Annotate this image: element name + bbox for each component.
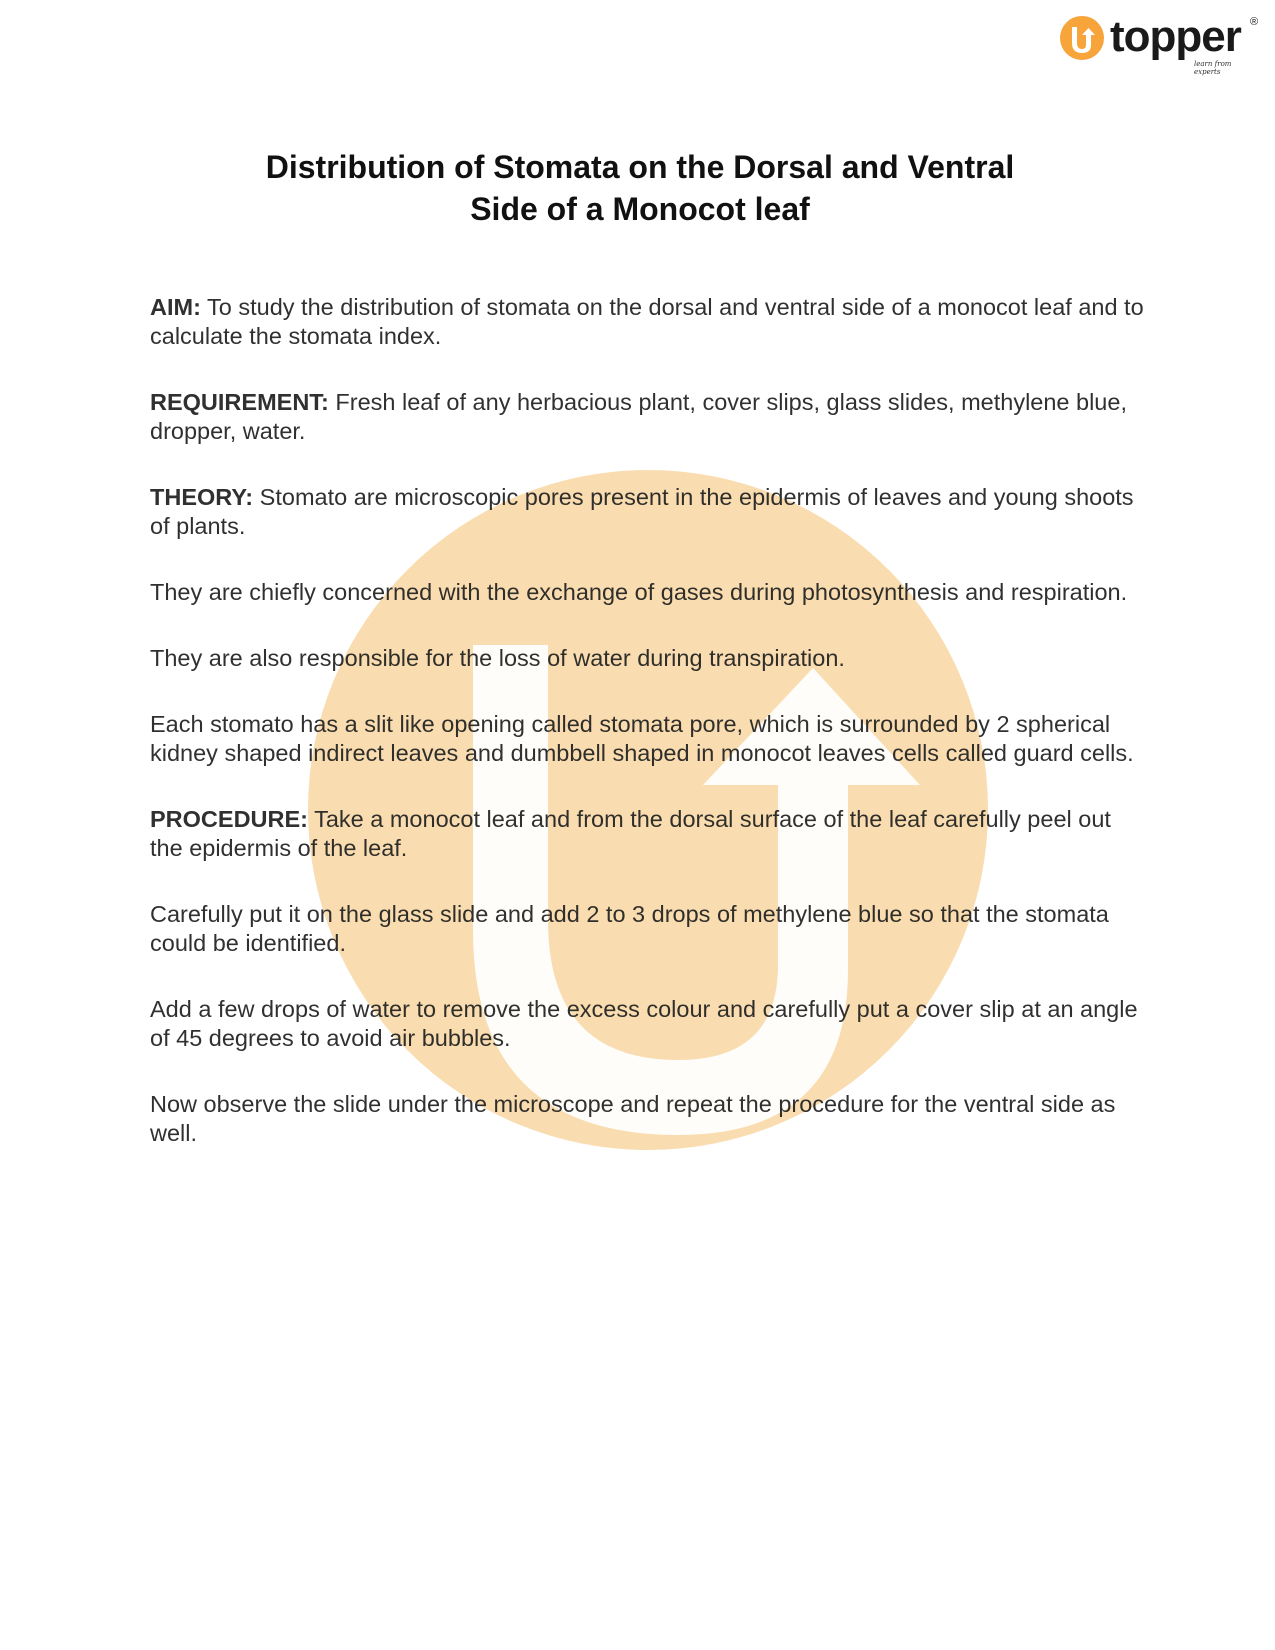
aim-paragraph xyxy=(150,293,1150,351)
procedure-step-observe: Now observe the slide under the microscope and repeat the procedure for the ventral side as well. xyxy=(150,1091,1116,1146)
theory-paragraph-gases: They are chiefly concerned with the exchange of gases during photosynthesis and respiration. xyxy=(150,579,1128,605)
theory-label: THEORY: xyxy=(150,484,254,510)
theory-paragraph-guard-cells: Each stomato has a slit like opening called stomata pore, which is surrounded by 2 spherical kidney shaped indirect leaves and dumbbell shaped in monocot leaves cells called guard cells. xyxy=(150,711,1134,766)
theory-paragraph xyxy=(150,483,1150,541)
requirement-label: REQUIREMENT: xyxy=(150,389,329,415)
procedure-label: PROCEDURE: xyxy=(150,806,308,832)
brand-tagline: learn from experts xyxy=(1194,60,1232,76)
document-body xyxy=(150,293,1150,1185)
procedure-step-cover-slip: Add a few drops of water to remove the excess colour and carefully put a cover slip at an angle of 45 degrees to avoid air bubbles. xyxy=(150,996,1138,1051)
title-line-1: Distribution of Stomata on the Dorsal and Ventral xyxy=(265,149,1015,185)
topper-logo-icon xyxy=(1060,16,1104,60)
procedure-text: Take a monocot leaf and from the dorsal surface of the leaf carefully peel out the epidermis of the leaf. xyxy=(150,806,1111,861)
requirement-paragraph xyxy=(150,388,1150,446)
procedure-paragraph xyxy=(150,805,1150,863)
page-title xyxy=(150,146,1130,230)
theory-text: Stomato are microscopic pores present in the epidermis of leaves and young shoots of plants. xyxy=(150,484,1134,539)
requirement-text: Fresh leaf of any herbacious plant, cover slips, glass slides, methylene blue, dropper, water. xyxy=(150,389,1127,444)
aim-label: AIM: xyxy=(150,294,201,320)
aim-text: To study the distribution of stomata on the dorsal and ventral side of a monocot leaf and to calculate the stomata index. xyxy=(150,294,1144,349)
theory-paragraph-transpiration: They are also responsible for the loss of water during transpiration. xyxy=(150,645,845,671)
registered-mark: ® xyxy=(1250,16,1259,28)
brand-logo[interactable] xyxy=(1060,12,1260,76)
brand-name: topper xyxy=(1110,12,1241,61)
procedure-step-stain: Carefully put it on the glass slide and add 2 to 3 drops of methylene blue so that the stomata could be identified. xyxy=(150,901,1109,956)
title-line-2: Side of a Monocot leaf xyxy=(470,191,810,227)
